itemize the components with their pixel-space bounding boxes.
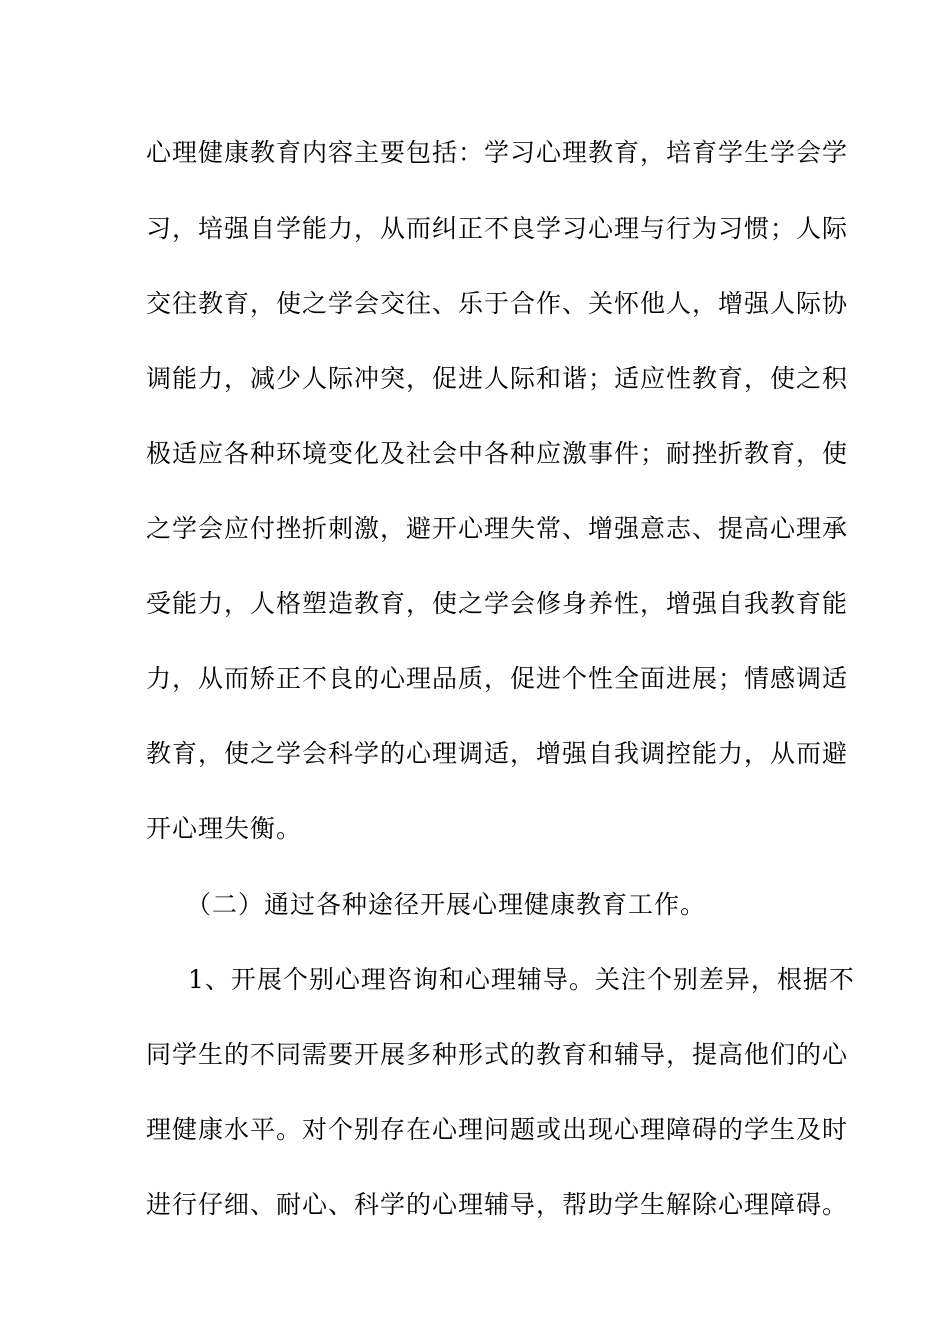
paragraph-line: 受能力，人格塑造教育，使之学会修身养性，增强自我教育能 xyxy=(146,589,849,618)
paragraph-line: 心理健康教育内容主要包括：学习心理教育，培育学生学会学 xyxy=(146,138,849,167)
paragraph-line: 同学生的不同需要开展多种形式的教育和辅导，提高他们的心 xyxy=(146,1040,849,1069)
paragraph-line: 理健康水平。对个别存在心理问题或出现心理障碍的学生及时 xyxy=(146,1115,849,1144)
paragraph-line: 交往教育，使之学会交往、乐于合作、关怀他人，增强人际协 xyxy=(146,289,849,318)
paragraph-line: 教育，使之学会科学的心理调适，增强自我调控能力，从而避 xyxy=(146,739,849,768)
paragraph-line: 调能力，减少人际冲突，促进人际和谐；适应性教育，使之积 xyxy=(146,364,849,393)
paragraph-line: 之学会应付挫折刺激，避开心理失常、增强意志、提高心理承 xyxy=(146,514,849,543)
paragraph-line: 极适应各种环境变化及社会中各种应激事件；耐挫折教育，使 xyxy=(146,439,849,468)
list-item-line: 1、开展个别心理咨询和心理辅导。关注个别差异，根据不 xyxy=(188,965,855,994)
paragraph-line: 力，从而矫正不良的心理品质，促进个性全面进展；情感调适 xyxy=(146,664,849,693)
paragraph-line: 进行仔细、耐心、科学的心理辅导，帮助学生解除心理障碍。 xyxy=(146,1190,849,1219)
paragraph-line: 开心理失衡。 xyxy=(146,814,303,843)
section-heading: （二）通过各种途径开展心理健康教育工作。 xyxy=(186,890,707,919)
paragraph-line: 习，培强自学能力，从而纠正不良学习心理与行为习惯；人际 xyxy=(146,214,849,243)
